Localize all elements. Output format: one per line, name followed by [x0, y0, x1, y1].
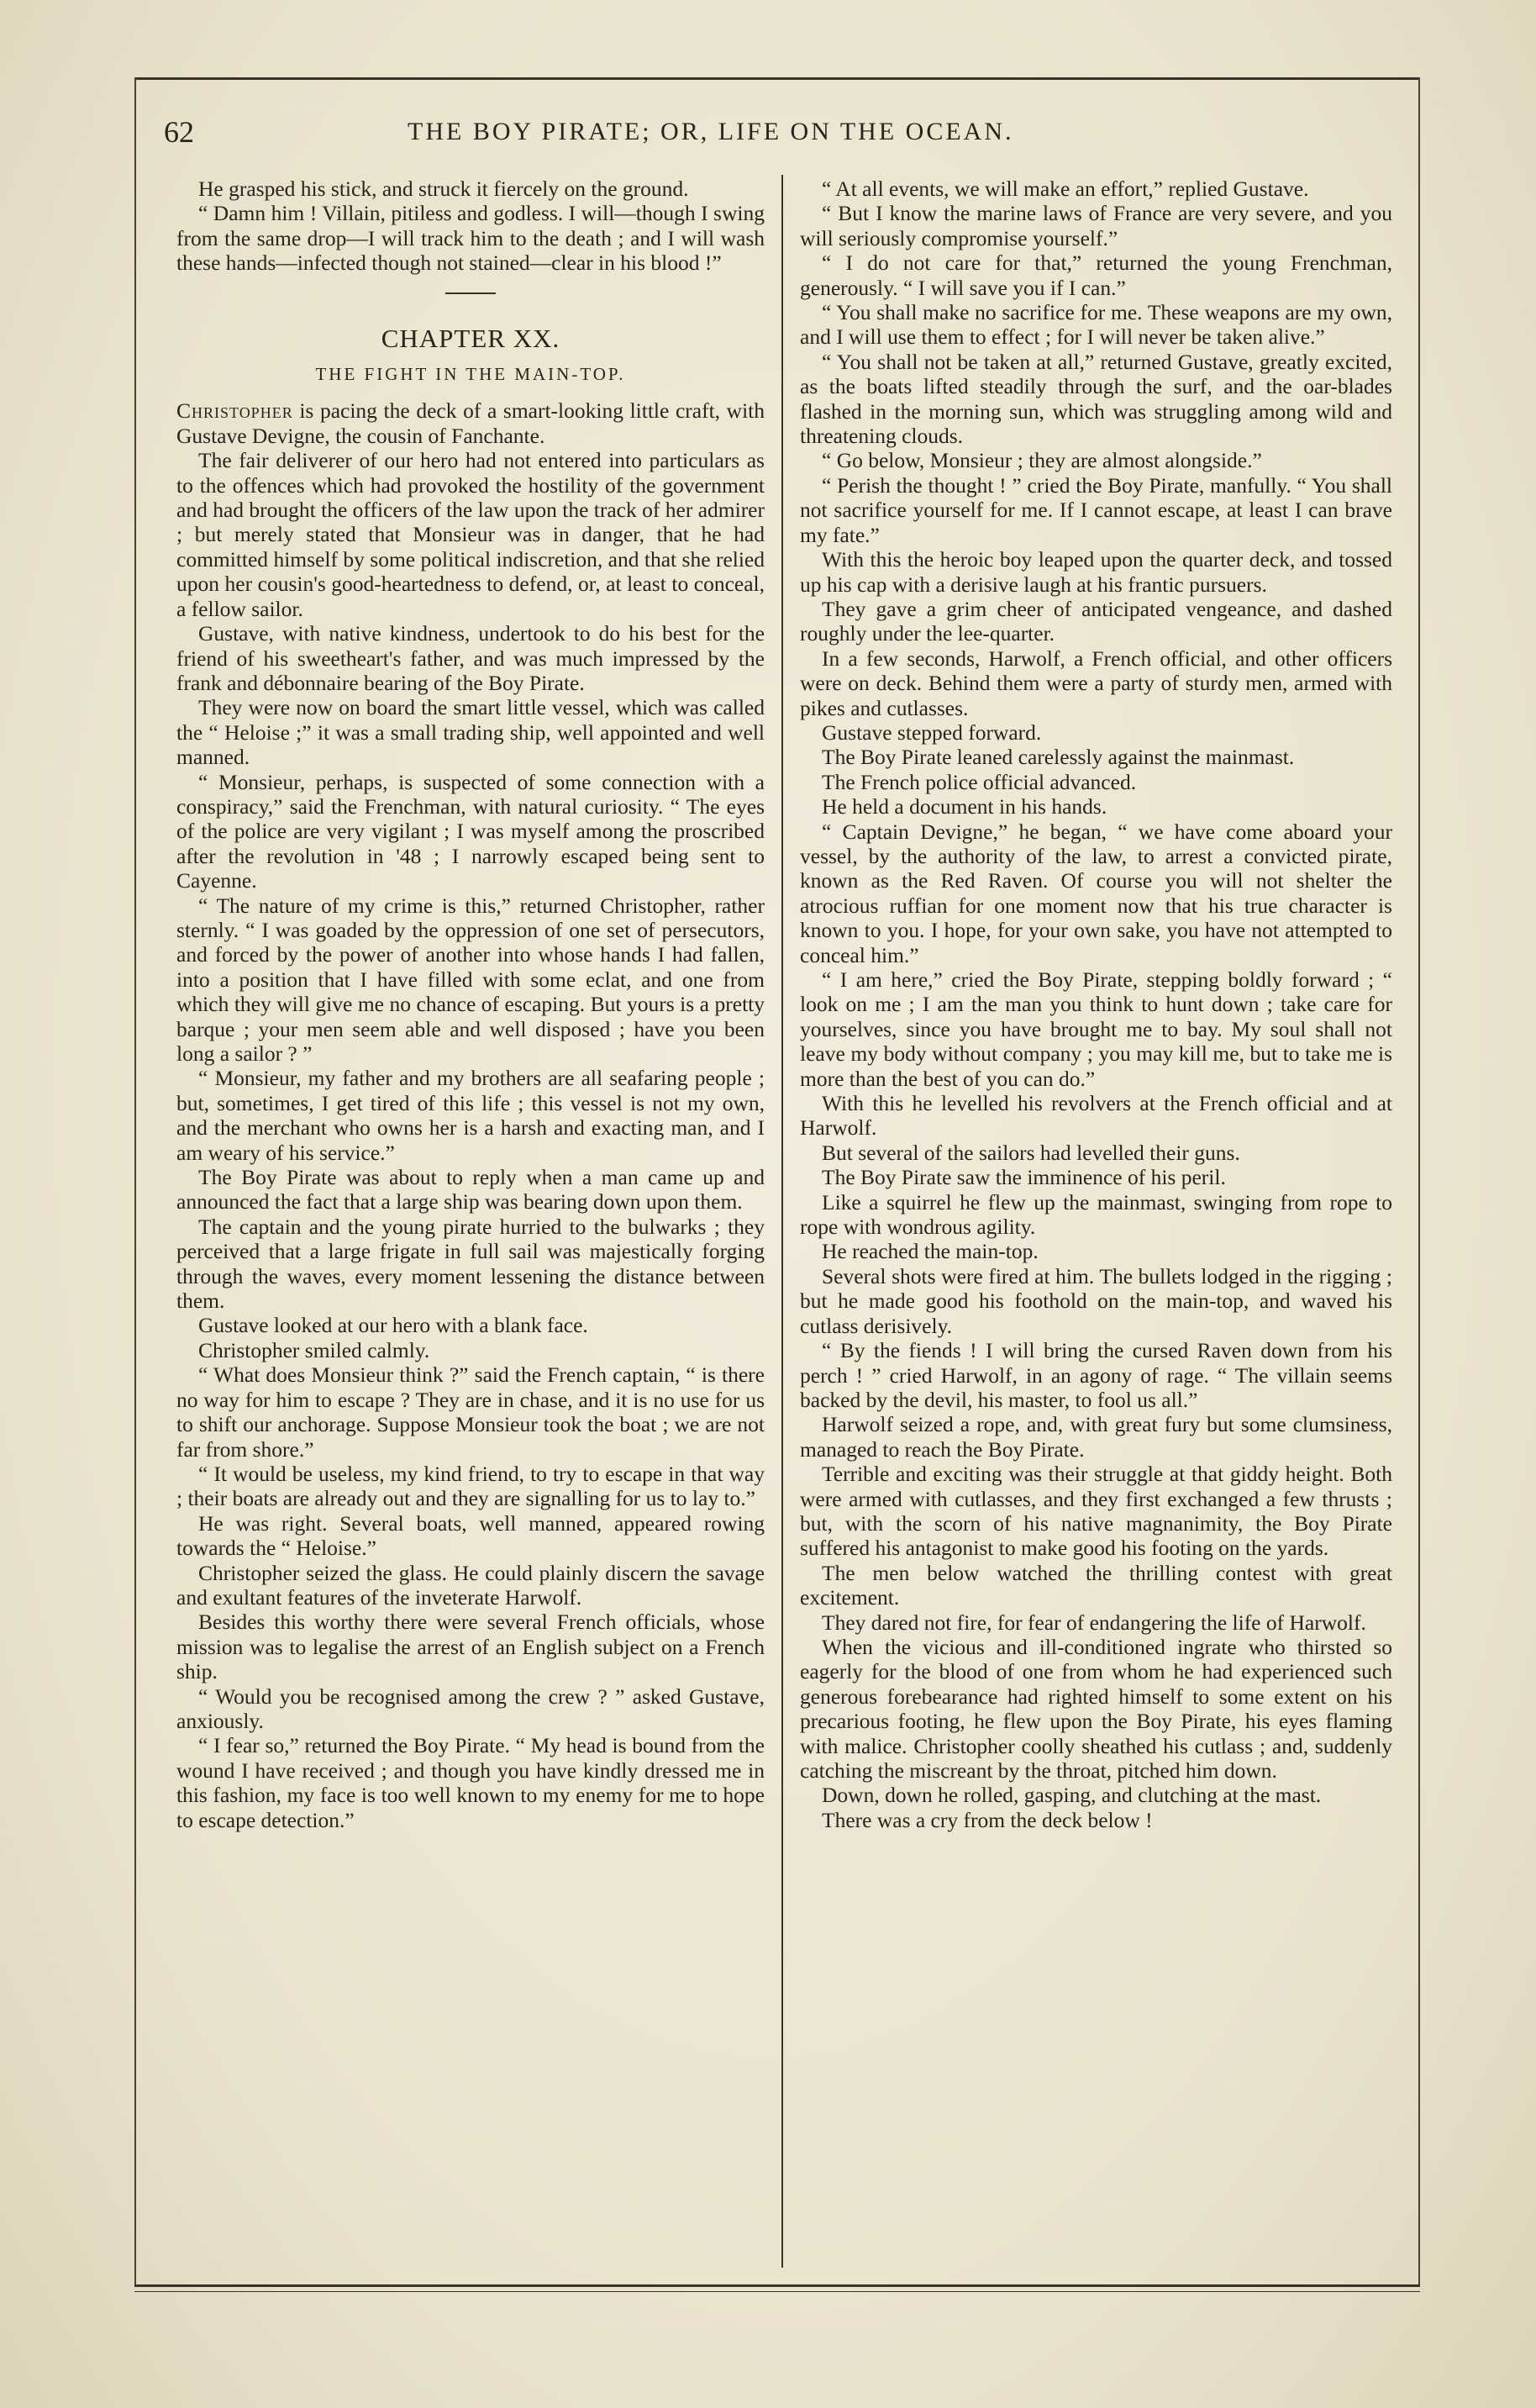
paragraph: The captain and the young pirate hurried to the bulwarks ; they perceived that a large frigate in full sail was majestically forging through the waves, every moment lessening the distance between them. — [176, 1214, 765, 1314]
paragraph: Terrible and exciting was their struggle at that giddy height. Both were armed with cutlasses, and they first exchanged a few thrusts ; but, with the scorn of his native magnanimity, the Boy Pirate suffered his antagonist to make good his footing on the yards. — [800, 1462, 1392, 1561]
paragraph: “ Monsieur, perhaps, is suspected of some connection with a conspiracy,” said the Frenchman, with natural curiosity. “ The eyes of the police are very vigilant ; I was myself among the proscribed after the revolution in '48 ; I narrowly escaped being sent to Cayenne. — [176, 769, 765, 893]
paragraph: The Boy Pirate was about to reply when a man came up and announced the fact that a large ship was bearing down upon them. — [176, 1165, 765, 1215]
paragraph: But several of the sailors had levelled their guns. — [822, 1140, 1240, 1165]
paragraph: Gustave stepped forward. — [822, 719, 1042, 745]
paragraph: “ I fear so,” returned the Boy Pirate. “ My head is bound from the wound I have received ; and though you have kindly dressed me in this fashion, my face is too well known to my enemy for me to hope to escape detection.” — [176, 1733, 765, 1832]
left-chapter-paragraphs — [176, 448, 765, 1832]
paragraph: Like a squirrel he flew up the mainmast, swinging from rope to rope with wondrous agility. — [800, 1189, 1392, 1240]
paragraph: Down, down he rolled, gasping, and clutching at the mast. — [822, 1783, 1322, 1808]
paragraph: They gave a grim cheer of anticipated vengeance, and dashed roughly under the lee-quarter. — [800, 596, 1392, 646]
paragraph: “ By the fiends ! I will bring the cursed Raven down from his perch ! ” cried Harwolf, in an agony of rage. “ The villain seems backed by the devil, his master, to fool us all.” — [800, 1338, 1392, 1412]
paragraph: “ You shall not be taken at all,” returned Gustave, greatly excited, as the boats lifted steadily through the surf, and the oar-blades flashed in the morning sun, which was struggling among wild and threatening clouds. — [800, 349, 1392, 449]
running-title: THE BOY PIRATE; OR, LIFE ON THE OCEAN. — [408, 118, 1014, 145]
bottom-rule — [134, 2284, 1420, 2287]
paragraph: “ I do not care for that,” returned the young Frenchman, generously. “ I will save you if I can.” — [800, 250, 1392, 300]
page-header — [164, 114, 1399, 156]
paragraph: He was right. Several boats, well manned, appeared rowing towards the “ Heloise.” — [176, 1510, 765, 1561]
paragraph: With this he levelled his revolvers at the French official and at Harwolf. — [800, 1091, 1392, 1141]
paragraph: Gustave, with native kindness, undertook to do his best for the friend of his sweetheart's father, and was much impressed by the frank and débonnaire bearing of the Boy Pirate. — [176, 621, 765, 695]
paragraph: “ Monsieur, my father and my brothers are all seafaring people ; but, sometimes, I get tired of this life ; this vessel is not my own, and the merchant who owns her is a harsh and exacting man, and I am weary of his service.” — [176, 1066, 765, 1165]
column-divider — [781, 175, 783, 2268]
paragraph: There was a cry from the deck below ! — [822, 1807, 1153, 1832]
paragraph: “ It would be useless, my kind friend, to try to escape in that way ; their boats are already out and they are signalling for us to lay to.” — [176, 1461, 765, 1511]
chapter-first-paragraph — [176, 398, 765, 448]
paragraph: “ Captain Devigne,” he began, “ we have come aboard your vessel, by the authority of the law, to arrest a convicted pirate, known as the Red Raven. Of course you will not shelter the atrocious ruffian for one moment now that his true character is known to you. I hope, for your own sake, you have not attempted to conceal him.” — [800, 819, 1392, 967]
paragraph: The Boy Pirate saw the imminence of his peril. — [822, 1165, 1226, 1190]
paragraph: In a few seconds, Harwolf, a French official, and other officers were on deck. Behind them were a party of sturdy men, armed with pikes and cutlasses. — [800, 645, 1392, 720]
paragraph: Harwolf seized a rope, and, with great fury but some clumsiness, managed to reach the Boy Pirate. — [800, 1412, 1392, 1462]
paragraph: “ What does Monsieur think ?” said the French captain, “ is there no way for him to escape ? They are in chase, and it is no use for us to shift our anchorage. Suppose Monsieur took the boat ; we are not far from shore.” — [176, 1362, 765, 1462]
paragraph: He reached the main-top. — [822, 1239, 1039, 1264]
paragraph: The men below watched the thrilling contest with great excitement. — [800, 1560, 1392, 1610]
paragraph: They were now on board the smart little vessel, which was called the “ Heloise ;” it was a small trading ship, well appointed and well manned. — [176, 695, 765, 770]
paragraph: The Boy Pirate leaned carelessly against the mainmast. — [822, 745, 1295, 770]
paragraph: Several shots were fired at him. The bullets lodged in the rigging ; but he made good his foothold on the main-top, and waved his cutlass derisively. — [800, 1263, 1392, 1338]
paragraph: When the vicious and ill-conditioned ingrate who thirsted so eagerly for the blood of one from whom he had experienced such generous forebearance had righted himself to some extent on his precarious footing, he flew upon the Boy Pirate, his eyes flaming with malice. Christopher coolly sheathed his cutlass ; and, suddenly catching the miscreant by the throat, pitched him down. — [800, 1634, 1392, 1783]
paragraph: “ You shall make no sacrifice for me. These weapons are my own, and I will use them to effect ; for I will never be taken alive.” — [800, 300, 1392, 350]
paragraph: Christopher smiled calmly. — [198, 1337, 430, 1362]
paragraph: “ I am here,” cried the Boy Pirate, stepping boldly forward ; “ look on me ; I am the man you think to hunt down ; take care for yourselves, since you have brought me to bay. My soul shall not leave my body without company ; you may kill me, but to take me is more than the best of you can do.” — [800, 967, 1392, 1091]
paragraph: They dared not fire, for fear of endangering the life of Harwolf. — [822, 1610, 1366, 1635]
paragraph: “ Go below, Monsieur ; they are almost alongside.” — [822, 448, 1262, 473]
left-column — [176, 177, 765, 1832]
paragraph: He held a document in his hands. — [822, 794, 1107, 819]
first-paragraph-text: is pacing the deck of a smart-looking little craft, with Gustave Devigne, the cousin of Fanchante. — [176, 398, 765, 448]
frame-right-rule — [1418, 77, 1420, 2284]
paragraph: Christopher seized the glass. He could plainly discern the savage and exultant features of the inveterate Harwolf. — [176, 1560, 765, 1610]
chapter-title: CHAPTER XX. — [381, 323, 560, 353]
paragraph: “ The nature of my crime is this,” returned Christopher, rather sternly. “ I was goaded by the oppression of one set of persecutors, and forced by the power of another into whose hands I had fallen, into a position that I have filled with some eclat, and one from which they will give me no chance of escaping. But yours is a pretty barque ; your men seem able and well disposed ; have you been long a sailor ? ” — [176, 893, 765, 1066]
paragraph: “ Would you be recognised among the crew ? ” asked Gustave, anxiously. — [176, 1683, 765, 1733]
paragraph: He grasped his stick, and struck it fiercely on the ground. — [198, 177, 689, 201]
chapter-subtitle: THE FIGHT IN THE MAIN-TOP. — [315, 364, 626, 385]
paragraph: With this the heroic boy leaped upon the quarter deck, and tossed up his cap with a derisive laugh at his frantic pursuers. — [800, 547, 1392, 597]
paragraph: Gustave looked at our hero with a blank face. — [198, 1313, 588, 1338]
right-column — [800, 177, 1392, 1832]
paragraph: “ At all events, we will make an effort,” replied Gustave. — [822, 177, 1309, 201]
top-rule — [134, 77, 1420, 80]
paragraph: The French police official advanced. — [822, 769, 1137, 794]
page-number: 62 — [164, 115, 194, 149]
paragraph: “ But I know the marine laws of France are very severe, and you will seriously compromise yourself.” — [800, 201, 1392, 250]
left-opening-paragraphs — [176, 177, 765, 276]
frame-left-rule — [134, 77, 136, 2284]
paragraph: “ Perish the thought ! ” cried the Boy Pirate, manfully. “ You shall not sacrifice yourself for me. If I cannot escape, at least I can brave my fate.” — [800, 472, 1392, 547]
paragraph: Besides this worthy there were several French officials, whose mission was to legalise the arrest of an English subject on a French ship. — [176, 1610, 765, 1684]
bottom-rule-thin — [134, 2291, 1420, 2292]
drop-word: Christopher — [176, 398, 293, 424]
paragraph: The fair deliverer of our hero had not entered into particulars as to the offences which had provoked the hostility of the government and had brought the officers of the law upon the track of her admirer ; but merely stated that Monsieur was in danger, that he had committed himself by some political indiscretion, and that she relied upon her cousin's good-heartedness to defend, or, at least to conceal, a fellow sailor. — [176, 448, 765, 621]
section-separator — [445, 292, 496, 294]
right-paragraphs — [800, 177, 1392, 1832]
paragraph: “ Damn him ! Villain, pitiless and godless. I will—though I swing from the same drop—I will track him to the death ; and I will wash these hands—infected though not stained—clear in his blood !” — [176, 201, 765, 276]
